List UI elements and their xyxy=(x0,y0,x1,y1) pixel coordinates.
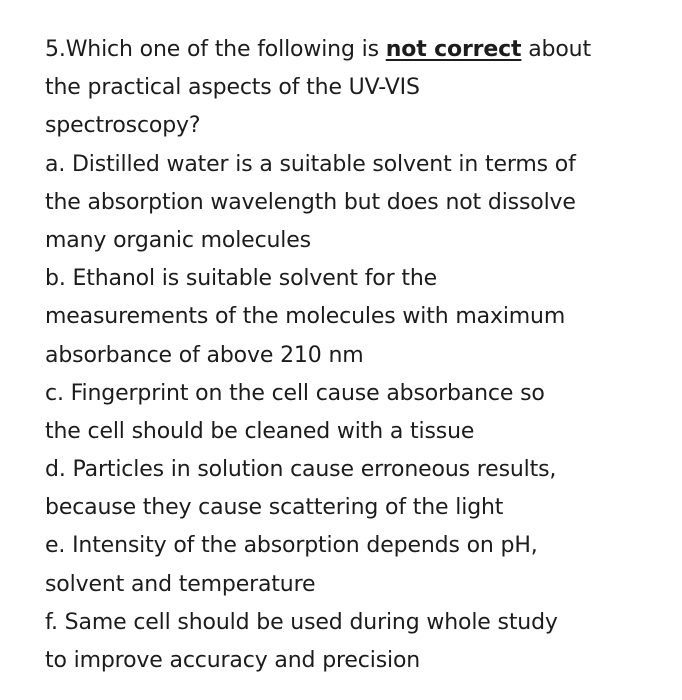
option-line: many organic molecules xyxy=(45,227,311,253)
option-d xyxy=(45,451,665,527)
option-line: b. Ethanol is suitable solvent for the xyxy=(45,266,438,292)
question-stem-text: 5.Which one of the following is xyxy=(45,37,386,62)
option-b xyxy=(45,260,665,375)
option-line: the absorption wavelength but does not dissolve xyxy=(45,189,576,215)
question-stem-line-3: spectroscopy? xyxy=(45,113,201,139)
option-line: absorbance of above 210 nm xyxy=(45,342,364,368)
option-line: the cell should be cleaned with a tissue xyxy=(45,418,475,444)
question-stem-line-2: the practical aspects of the UV-VIS xyxy=(45,75,420,101)
question-stem-text: about xyxy=(521,37,591,62)
option-line: because they cause scattering of the light xyxy=(45,495,504,521)
option-line: c. Fingerprint on the cell cause absorbance so xyxy=(45,380,545,406)
question-block xyxy=(45,31,665,680)
question-emphasis: not correct xyxy=(385,37,522,62)
option-f xyxy=(45,604,665,680)
option-line: solvent and temperature xyxy=(45,571,316,597)
option-line: a. Distilled water is a suitable solvent in terms of xyxy=(45,151,576,177)
option-c xyxy=(45,375,665,451)
option-a xyxy=(45,146,665,261)
option-line: d. Particles in solution cause erroneous results, xyxy=(45,457,557,483)
question-stem-line-1 xyxy=(45,31,665,69)
option-e xyxy=(45,527,665,603)
option-line: f. Same cell should be used during whole study xyxy=(45,609,558,635)
option-line: measurements of the molecules with maximum xyxy=(45,304,566,330)
option-line: to improve accuracy and precision xyxy=(45,648,421,673)
option-line: e. Intensity of the absorption depends on pH, xyxy=(45,533,538,559)
